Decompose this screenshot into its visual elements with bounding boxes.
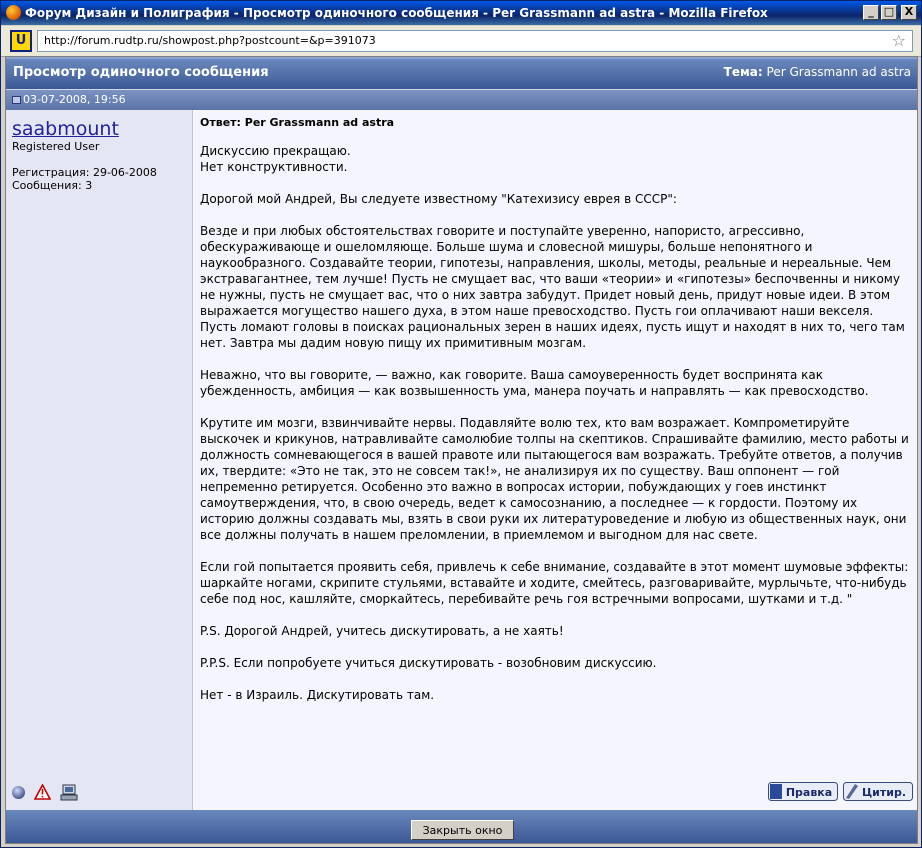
- post-paragraph: Если гой попытается проявить себя, привлечь к себе внимание, создавайте в этот момент шумовые эффекты: шаркайте ногами, скрипите стульями, вставайте и ходите, смейтесь, разговаривайте, мурлычьте, что-нибудь себе под нос, кашляйте, сморкайтесь, перебивайте речь гоя встречными вопросами, шутками и т.д. ": [200, 560, 909, 606]
- post-paragraph: Крутите им мозги, взвинчивайте нервы. Подавляйте волю тех, кто вам возражает. Компрометируйте выскочек и крикунов, натравливайте самолюбие толпы на скептиков. Спрашивайте фамилию, место работы и должность сомневающегося в вашей правоте или пытающегося вам возражать. Требуйте ответов, а получив их, твердите: «Это не так, это не совсем так!», не анализируя их по существу. Ваш оппонент — гой непременно ретируется. Особенно это важно в вопросах истории, побуждающих у гоев инстинкт самоутверждения, что, в свою очередь, ведет к самосознанию, а последнее — к гордости. Поэтому их историю должны создавать мы, взять в свои руки их литературоведение и любую из общественных наук, они все должны получать в нашем преломлении, в приемлемом и выгодном для нас свете.: [200, 416, 909, 542]
- post-date-bar: [6, 90, 917, 110]
- quote-button[interactable]: [843, 780, 913, 802]
- post-paragraph: Дорогой мой Андрей, Вы следуете известному "Катехизису еврея в СССР":: [200, 192, 677, 206]
- post-paragraph: Дискуссию прекращаю. Нет конструктивности.: [200, 144, 351, 174]
- edit-button-label: Правка: [785, 786, 833, 799]
- post-body: [200, 143, 912, 719]
- window-title: Форум Дизайн и Полиграфия - Просмотр одиночного сообщения - Per Grassmann ad astra - Mozilla Firefox: [25, 6, 768, 20]
- close-window-button[interactable]: X: [901, 5, 917, 20]
- quote-button-label: Цитир.: [861, 786, 907, 799]
- post-paragraph: P.S. Дорогой Андрей, учитесь дискутировать, а не хаять!: [200, 624, 564, 638]
- post-paragraph: Нет - в Израиль. Дискутировать там.: [200, 688, 435, 702]
- topic-value: Per Grassmann ad astra: [766, 65, 911, 79]
- username-link[interactable]: saabmount: [12, 118, 119, 140]
- minimize-button[interactable]: _: [863, 5, 879, 20]
- user-panel: [6, 110, 193, 810]
- registration-date: Регистрация: 29-06-2008: [12, 166, 157, 179]
- page-content: [5, 56, 918, 844]
- bookmark-star-icon[interactable]: ☆: [891, 31, 906, 50]
- firefox-icon: [6, 5, 21, 20]
- post-paragraph: P.P.S. Если попробуете учиться дискутировать - возобновим дискуссию.: [200, 656, 657, 670]
- page-header: [6, 57, 917, 89]
- window-titlebar[interactable]: [1, 1, 921, 25]
- topic-info: [724, 65, 911, 79]
- report-post-icon[interactable]: [34, 784, 51, 800]
- topic-label: Тема:: [723, 65, 763, 79]
- close-window-page-button[interactable]: Закрыть окно: [411, 820, 514, 840]
- maximize-button[interactable]: □: [881, 5, 897, 20]
- post-count: Сообщения: 3: [12, 179, 93, 192]
- post-date: 03-07-2008, 19:56: [23, 93, 126, 106]
- page-footer: [6, 810, 917, 843]
- post-title: Ответ: Per Grassmann ad astra: [200, 116, 395, 129]
- page-title: Просмотр одиночного сообщения: [13, 65, 269, 80]
- user-info: [12, 166, 157, 192]
- site-favicon-icon: U: [10, 30, 32, 52]
- url-input[interactable]: [37, 30, 913, 52]
- offline-status-icon: [12, 786, 25, 799]
- ip-address-icon[interactable]: [60, 784, 78, 801]
- address-bar: [1, 26, 921, 57]
- post-paragraph: Неважно, что вы говорите, — важно, как говорите. Ваша самоуверенность будет воспринята как убежденность, амбиция — как возвышенность ума, манера поучать и направлять — как превосходство.: [200, 368, 869, 398]
- user-title: Registered User: [12, 140, 100, 153]
- post-icon: [12, 96, 21, 104]
- url-text: http://forum.rudtp.ru/showpost.php?postcount=&p=391073: [44, 34, 376, 47]
- post-area: [193, 110, 917, 810]
- post-paragraph: Везде и при любых обстоятельствах говорите и поступайте уверенно, напористо, агрессивно, обескураживающе и ошеломляюще. Больше шума и словесной мишуры, больше непонятного и наукообразного. Создавайте теории, гипотезы, направления, школы, методы, реальные и нереальные. Чем экстравагантнее, тем лучше! Пусть не смущает вас, что ваши «теории» и «гипотезы» беспочвенны и никому не нужны, пусть не смущает вас, что о них завтра забудут. Придет новый день, придут новые идеи. В этом выражается могущество нашего духа, в этом наше превосходство. Пусть гои оплачивают наши векселя. Пусть ломают головы в поисках рациональных зерен в наших идеях, пусть ищут и находят в них то, чего там нет. Завтра мы дадим новую пищу их примитивным мозгам.: [200, 224, 905, 350]
- edit-button[interactable]: [768, 780, 838, 802]
